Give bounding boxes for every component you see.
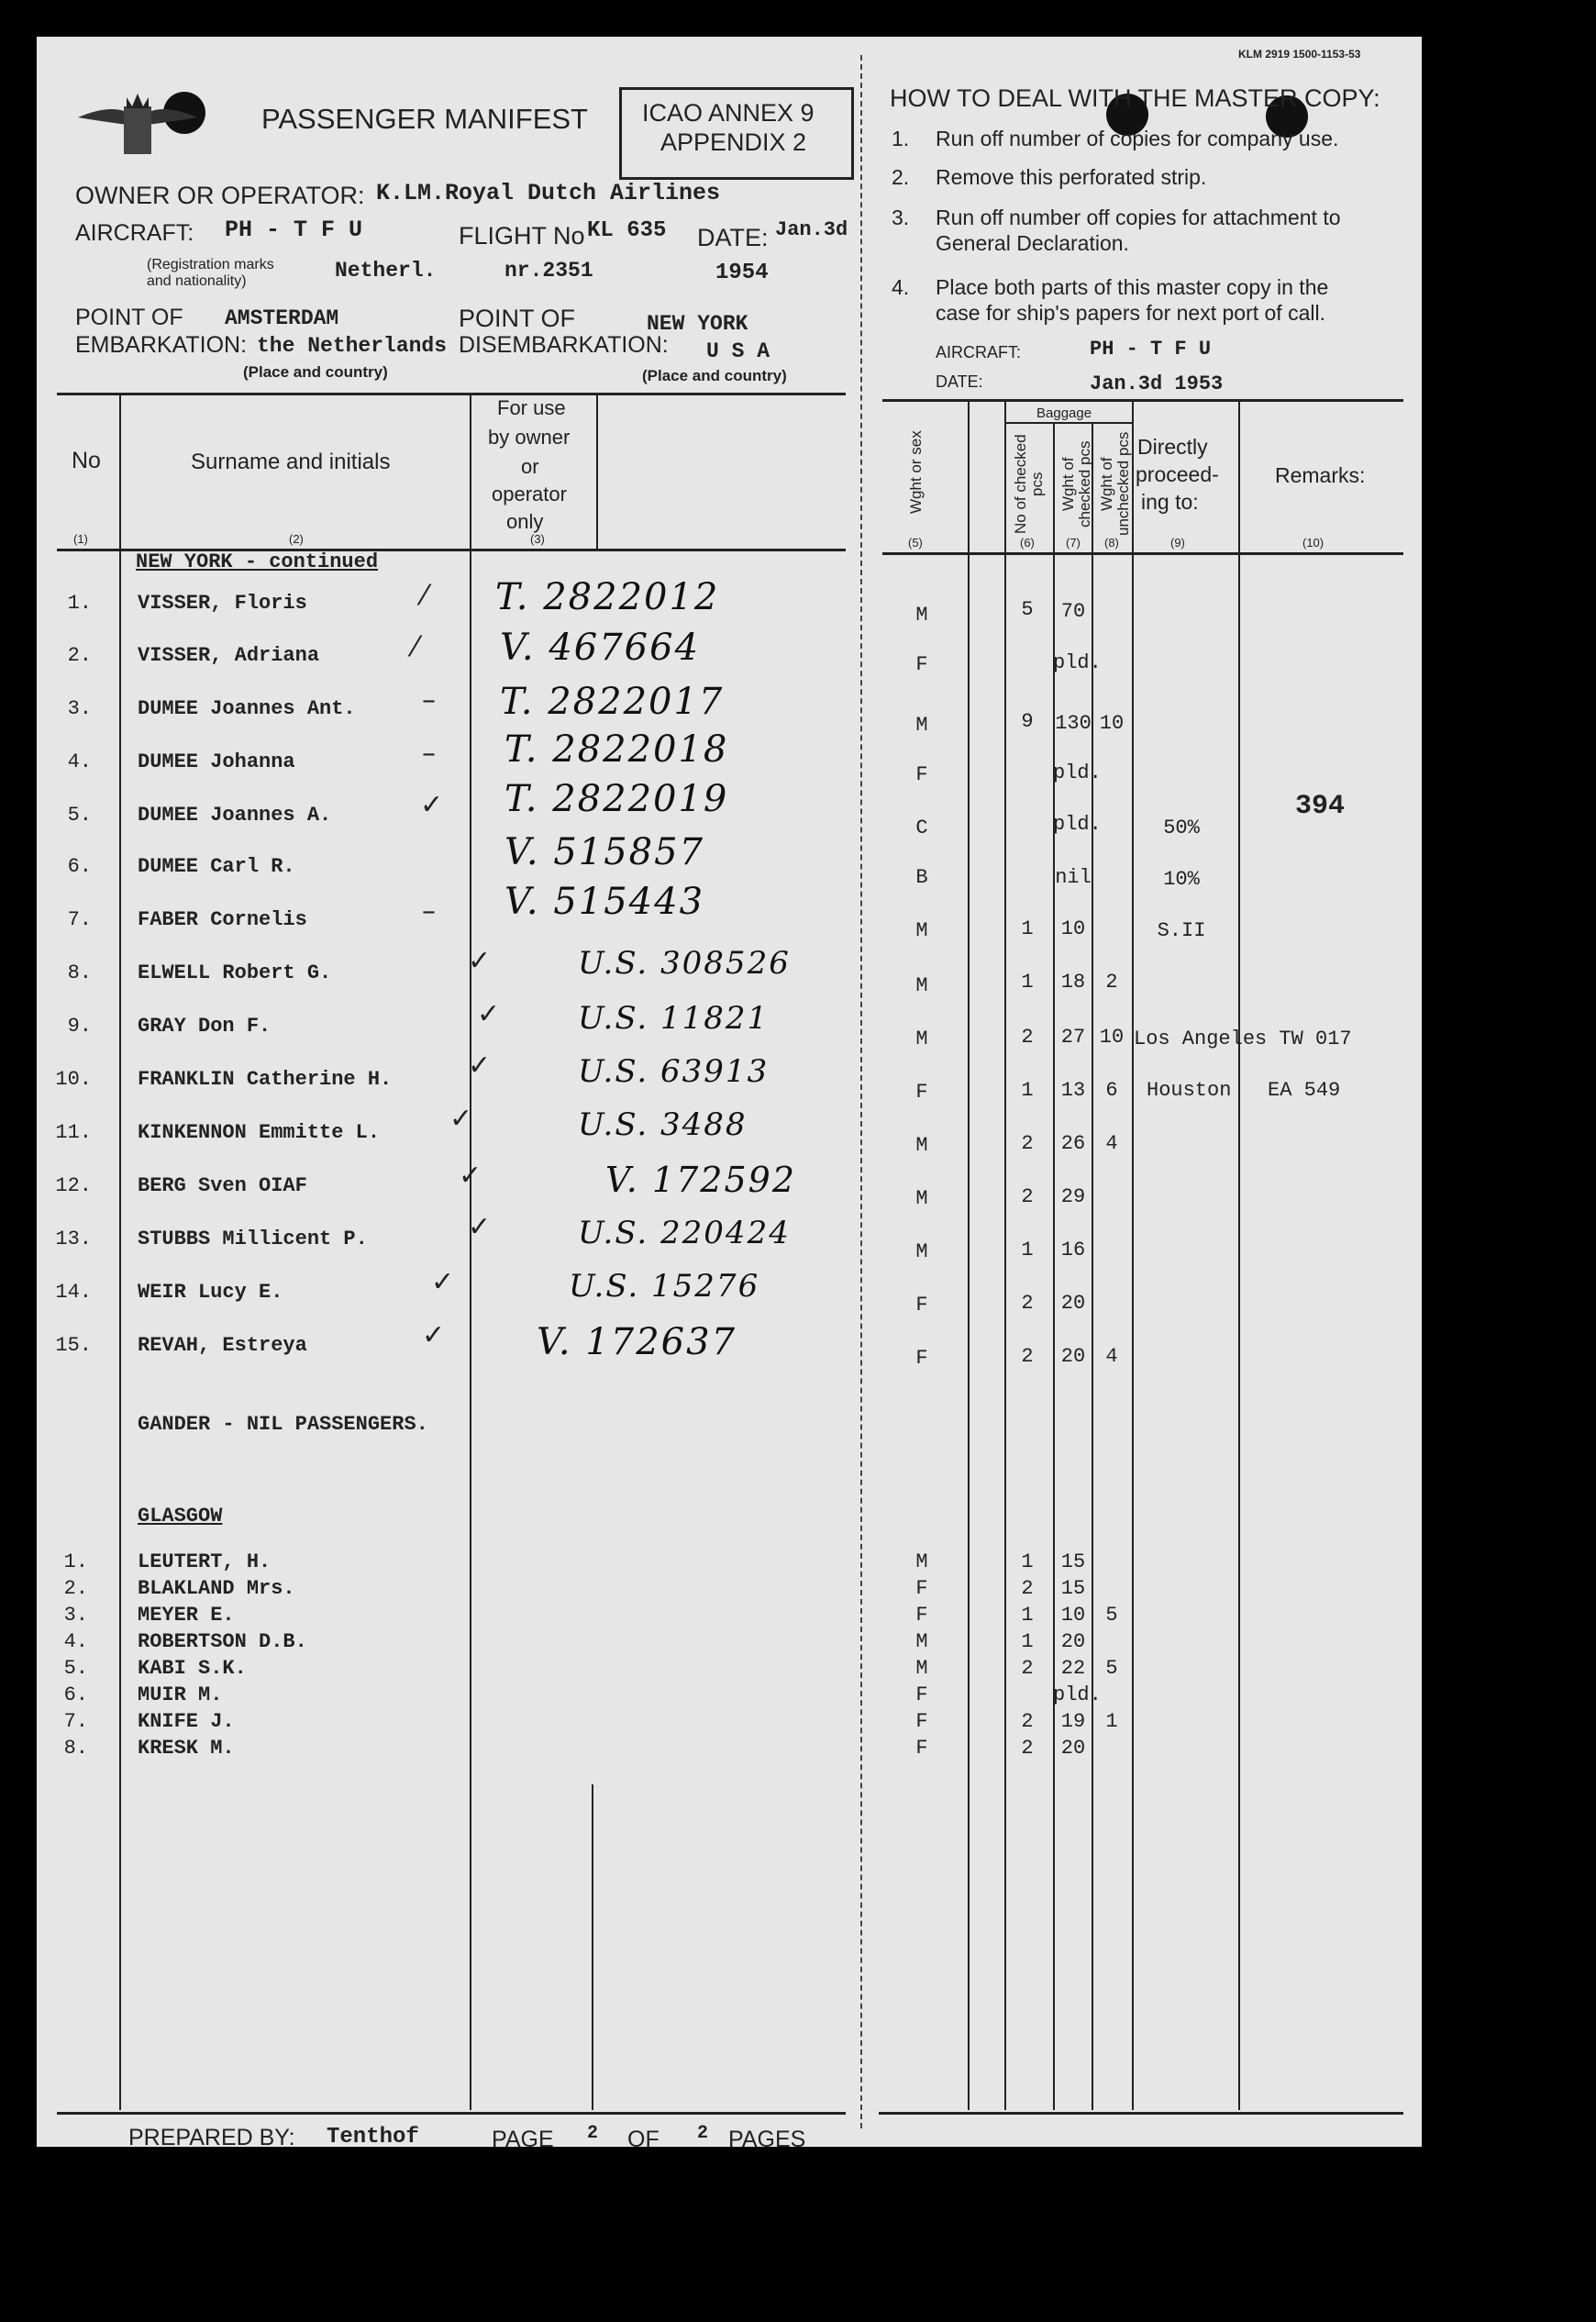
checked-pieces: 2 (1021, 1657, 1034, 1680)
passenger-sex: M (915, 1187, 928, 1210)
checked-weight: 29 (1060, 1185, 1086, 1208)
unchecked-weight: 5 (1105, 1604, 1118, 1627)
checkmark-icon: ✓ (468, 1050, 492, 1082)
checked-pieces: 5 (1021, 598, 1034, 621)
column-header-owner-use-3: or (521, 455, 539, 478)
checked-pieces: 2 (1021, 1132, 1034, 1155)
section-glasgow: GLASGOW (138, 1505, 223, 1528)
instruction-4-number: 4. (892, 275, 910, 299)
checked-weight: 20 (1060, 1292, 1086, 1315)
manifest-page (37, 37, 1422, 2152)
passenger-sex: M (915, 919, 928, 942)
instruction-3-text-line2: General Declaration. (936, 231, 1129, 255)
checked-weight: pld. (1053, 761, 1102, 784)
column-index-5: (5) (908, 536, 923, 550)
checkmark-icon: – (422, 895, 436, 928)
checked-pieces: 1 (1021, 1239, 1034, 1261)
page-label: PAGE (492, 2127, 554, 2152)
passenger-name: KRESK M. (138, 1737, 235, 1760)
flight-value: KL 635 (587, 218, 667, 243)
checked-pieces: 1 (1021, 1630, 1034, 1653)
passenger-name: KINKENNON Emmitte L. (138, 1121, 381, 1144)
checked-weight: 16 (1060, 1239, 1086, 1261)
passenger-sex: M (915, 974, 928, 997)
row-number: 1. (67, 592, 92, 615)
page-number: 2 (587, 2123, 599, 2144)
checkmark-icon: ✓ (449, 1103, 473, 1135)
registration-note-line2: and nationality) (147, 273, 247, 289)
checked-pieces: 1 (1021, 971, 1034, 994)
embarkation-label-line2: EMBARKATION: (75, 332, 248, 358)
passenger-name: KABI S.K. (138, 1657, 247, 1680)
passenger-name: VISSER, Floris (138, 592, 307, 615)
strip-aircraft-value: PH - T F U (1090, 338, 1212, 361)
checkmark-icon: ✓ (431, 1266, 455, 1298)
passenger-name: ELWELL Robert G. (138, 961, 332, 984)
table-top-rule-left (57, 393, 846, 395)
passenger-name: DUMEE Johanna (138, 750, 295, 773)
footer-rule-right (879, 2112, 1403, 2115)
row-number: 7. (67, 908, 92, 931)
embarkation-city: AMSTERDAM (225, 306, 339, 330)
footer-rule-left (57, 2112, 846, 2115)
passenger-name: STUBBS Millicent P. (138, 1228, 368, 1250)
checked-weight: pld. (1053, 1683, 1102, 1706)
passenger-sex: M (915, 714, 928, 737)
checked-weight: 18 (1060, 971, 1086, 994)
passenger-sex: M (915, 1630, 928, 1653)
table-top-rule-right (882, 399, 1403, 402)
column-header-owner-use-4: operator (492, 483, 567, 506)
baggage-header-rule (1004, 422, 1132, 424)
column-index-10: (10) (1302, 536, 1324, 550)
passport-number: T. 2822019 (504, 778, 729, 820)
column-header-sex: Wght or sex (907, 430, 925, 515)
checkmark-icon: ✓ (468, 945, 492, 977)
date-label: DATE: (697, 224, 769, 251)
passenger-sex: M (915, 1657, 928, 1680)
column-rule (968, 399, 970, 2110)
row-number: 2. (67, 644, 92, 667)
owner-label: OWNER OR OPERATOR: (75, 182, 365, 209)
passport-number: V. 515443 (504, 881, 705, 923)
column-rule (1238, 399, 1240, 2110)
column-rule (596, 393, 598, 549)
row-number: 1. (63, 1550, 88, 1573)
registration-note-line1: (Registration marks (147, 257, 274, 272)
checked-weight: 22 (1060, 1657, 1086, 1680)
passenger-name: KNIFE J. (138, 1710, 235, 1733)
column-header-owner-use-5: only (506, 510, 544, 533)
passenger-name: LEUTERT, H. (138, 1550, 272, 1573)
row-number: 14. (55, 1281, 92, 1304)
checked-weight: pld. (1053, 813, 1102, 836)
flight-nr: nr.2351 (504, 259, 593, 283)
disembarkation-note: (Place and country) (642, 367, 787, 384)
checkmark-icon: ✓ (422, 1319, 446, 1351)
row-number: 3. (67, 697, 92, 720)
remarks-value: 394 (1295, 791, 1346, 822)
icao-appendix-label: APPENDIX 2 (660, 128, 807, 156)
checked-pieces: 1 (1021, 1079, 1034, 1102)
passenger-sex: F (915, 1710, 928, 1733)
checked-pieces: 1 (1021, 1550, 1034, 1573)
passport-number: V. 172592 (605, 1160, 797, 1200)
checked-weight: 130 (1055, 712, 1092, 735)
instructions-title: HOW TO DEAL WITH THE MASTER COPY: (890, 84, 1380, 112)
passenger-sex: M (915, 1240, 928, 1263)
checked-pieces: 2 (1021, 1292, 1034, 1315)
row-number: 7. (63, 1710, 88, 1733)
checked-weight: 19 (1060, 1710, 1086, 1733)
checked-weight: 20 (1060, 1630, 1086, 1653)
instruction-4-text: Place both parts of this master copy in the (936, 275, 1329, 299)
passenger-name: BERG Sven OIAF (138, 1174, 307, 1197)
checkmark-icon: ✓ (468, 1211, 492, 1243)
proceeding-to: 10% (1163, 868, 1200, 891)
passport-number: U.S. 3488 (578, 1106, 748, 1143)
checkmark-icon: ✓ (420, 789, 444, 821)
checkmark-icon: ⁄ (413, 631, 418, 663)
passport-number: V. 467664 (500, 627, 701, 669)
passenger-sex: F (915, 1577, 928, 1600)
checked-weight: pld. (1053, 651, 1102, 674)
passenger-sex: F (915, 1081, 928, 1104)
section-new-york-continued: NEW YORK - continued (136, 550, 379, 573)
checked-weight: 27 (1060, 1026, 1086, 1049)
column-index-3: (3) (530, 532, 545, 546)
passenger-sex: F (915, 1737, 928, 1760)
date-value: Jan.3d (775, 218, 848, 241)
row-number: 4. (63, 1630, 88, 1653)
checked-weight: 10 (1060, 1604, 1086, 1627)
unchecked-weight: 1 (1105, 1710, 1118, 1733)
row-number: 9. (67, 1015, 92, 1038)
column-rule (119, 393, 121, 2110)
row-number: 8. (67, 961, 92, 984)
checked-pieces: 9 (1021, 710, 1034, 733)
strip-aircraft-label: AIRCRAFT: (936, 343, 1022, 361)
instruction-1-text: Run off number of copies for company use. (936, 127, 1339, 150)
disembarkation-label-line2: DISEMBARKATION: (459, 332, 669, 358)
proceeding-to: Los Angeles TW 017 (1134, 1028, 1352, 1050)
passenger-name: WEIR Lucy E. (138, 1281, 283, 1304)
column-index-6: (6) (1020, 536, 1035, 550)
checked-pieces: 2 (1021, 1710, 1034, 1733)
column-index-8: (8) (1104, 536, 1119, 550)
proceeding-to: S.II (1157, 919, 1206, 942)
proceeding-to: 50% (1163, 817, 1200, 839)
instruction-2-number: 2. (892, 165, 910, 189)
column-header-directly-3: ing to: (1141, 490, 1199, 514)
instruction-3-number: 3. (892, 206, 910, 229)
checked-weight: nil (1055, 866, 1092, 889)
aircraft-label: AIRCRAFT: (75, 220, 194, 246)
passenger-name: ROBERTSON D.B. (138, 1630, 307, 1653)
column-header-baggage: Baggage (1036, 406, 1092, 421)
column-rule (1053, 422, 1055, 2110)
disembarkation-country: U S A (706, 339, 770, 363)
passenger-sex: F (915, 763, 928, 786)
form-reference: KLM 2919 1500-1153-53 (1238, 48, 1361, 61)
column-index-1: (1) (73, 532, 88, 546)
strip-date-value: Jan.3d 1953 (1090, 372, 1224, 395)
embarkation-note: (Place and country) (243, 363, 388, 381)
unchecked-weight: 4 (1105, 1132, 1118, 1155)
passenger-name: VISSER, Adriana (138, 644, 320, 667)
passport-number: V. 515857 (504, 831, 705, 873)
passenger-sex: M (915, 1550, 928, 1573)
passenger-name: DUMEE Joannes Ant. (138, 697, 356, 720)
passenger-name: REVAH, Estreya (138, 1334, 307, 1357)
checkmark-icon: ✓ (477, 998, 501, 1030)
column-rule (1004, 399, 1006, 2110)
passport-number: U.S. 63913 (578, 1053, 770, 1090)
proceeding-to: Houston EA 549 (1147, 1079, 1341, 1102)
column-header-remarks: Remarks: (1275, 463, 1366, 487)
aircraft-value: PH - T F U (225, 217, 363, 243)
checkmark-icon: ⁄ (422, 580, 427, 612)
owner-value: K.LM.Royal Dutch Airlines (376, 180, 721, 206)
checkmark-icon: – (422, 738, 436, 770)
checked-weight: 13 (1060, 1079, 1086, 1102)
row-number: 8. (63, 1737, 88, 1760)
instruction-3-text: Run off number off copies for attachment to (936, 206, 1341, 229)
checked-pieces: 2 (1021, 1737, 1034, 1760)
column-header-checked-wght: Wght of checked pcs (1059, 440, 1093, 528)
unchecked-weight: 10 (1099, 712, 1125, 735)
of-label: OF (627, 2127, 659, 2152)
column-header-checked-pcs: No of checked pcs (1012, 434, 1046, 534)
row-number: 6. (63, 1683, 88, 1706)
column-rule (1092, 422, 1093, 2110)
unchecked-weight: 2 (1105, 971, 1118, 994)
passenger-name: DUMEE Joannes A. (138, 804, 332, 827)
disembarkation-city: NEW YORK (647, 312, 748, 336)
column-header-no: No (72, 448, 101, 473)
checked-pieces: 2 (1021, 1345, 1034, 1368)
column-index-2: (2) (289, 532, 304, 546)
instruction-1-number: 1. (892, 127, 910, 150)
row-number: 13. (55, 1228, 92, 1250)
unchecked-weight: 10 (1099, 1026, 1125, 1049)
checked-pieces: 2 (1021, 1185, 1034, 1208)
passenger-sex: M (915, 1028, 928, 1050)
checked-weight: 15 (1060, 1550, 1086, 1573)
column-rule (470, 393, 471, 2110)
passenger-sex: M (915, 604, 928, 627)
checkmark-icon: ✓ (459, 1160, 482, 1192)
pages-label: PAGES (728, 2127, 806, 2152)
passenger-sex: B (915, 866, 928, 889)
passenger-name: FABER Cornelis (138, 908, 307, 931)
passport-number: T. 2822017 (500, 681, 725, 723)
checked-weight: 26 (1060, 1132, 1086, 1155)
row-number: 5. (67, 804, 92, 827)
passenger-sex: F (915, 653, 928, 676)
checked-pieces: 1 (1021, 1604, 1034, 1627)
nationality-value: Netherl. (335, 259, 437, 283)
passenger-name: MUIR M. (138, 1683, 223, 1706)
column-header-unchecked-wght: Wght of unchecked pcs (1098, 431, 1132, 537)
row-number: 6. (67, 855, 92, 878)
passenger-sex: C (915, 817, 928, 839)
passenger-sex: F (915, 1347, 928, 1370)
instruction-4-text-line2: case for ship's papers for next port of call. (936, 301, 1325, 325)
unchecked-weight: 5 (1105, 1657, 1118, 1680)
passport-number: U.S. 220424 (578, 1215, 791, 1251)
column-header-owner-use-2: by owner (488, 426, 571, 449)
passenger-name: FRANKLIN Catherine H. (138, 1068, 393, 1091)
row-number: 3. (63, 1604, 88, 1627)
checked-weight: 70 (1060, 600, 1086, 623)
checked-pieces: 1 (1021, 917, 1034, 940)
passenger-sex: F (915, 1604, 928, 1627)
column-header-directly-1: Directly (1137, 435, 1208, 459)
passport-number: U.S. 15276 (569, 1268, 760, 1305)
embarkation-country: the Netherlands (257, 334, 448, 358)
row-number: 15. (55, 1334, 92, 1357)
column-header-owner-use-1: For use (497, 396, 566, 419)
passport-number: U.S. 308526 (578, 945, 791, 982)
klm-winged-crown-logo (73, 81, 202, 163)
passport-number: U.S. 11821 (578, 1000, 770, 1037)
checked-pieces: 2 (1021, 1577, 1034, 1600)
column-index-7: (7) (1066, 536, 1081, 550)
unchecked-weight: 4 (1105, 1345, 1118, 1368)
disembarkation-label-line1: POINT OF (459, 305, 576, 332)
checked-weight: 10 (1060, 917, 1086, 940)
column-rule (592, 1784, 593, 2110)
passport-number: T. 2822018 (504, 728, 729, 771)
row-number: 12. (55, 1174, 92, 1197)
row-number: 4. (67, 750, 92, 773)
passport-number: V. 172637 (537, 1321, 737, 1363)
checkmark-icon: – (422, 684, 436, 717)
passenger-name: DUMEE Carl R. (138, 855, 295, 878)
strip-date-label: DATE: (936, 372, 983, 391)
column-header-name: Surname and initials (191, 450, 391, 474)
row-number: 5. (63, 1657, 88, 1680)
column-rule (1132, 399, 1134, 2110)
manifest-title: PASSENGER MANIFEST (261, 103, 588, 135)
checked-pieces: 2 (1021, 1026, 1034, 1049)
passenger-name: BLAKLAND Mrs. (138, 1577, 295, 1600)
prepared-by-label: PREPARED BY: (128, 2125, 295, 2150)
column-index-9: (9) (1170, 536, 1185, 550)
row-number: 11. (55, 1121, 92, 1144)
gander-nil-passengers: GANDER - NIL PASSENGERS. (138, 1413, 428, 1436)
flight-label: FLIGHT No (459, 222, 585, 250)
icao-annex-label: ICAO ANNEX 9 (642, 99, 815, 127)
row-number: 10. (55, 1068, 92, 1091)
passenger-sex: F (915, 1294, 928, 1317)
page-total: 2 (697, 2123, 709, 2144)
date-year: 1954 (715, 261, 769, 285)
checked-weight: 15 (1060, 1577, 1086, 1600)
unchecked-weight: 6 (1105, 1079, 1118, 1102)
column-header-directly-2: proceed- (1136, 462, 1219, 486)
header-bottom-rule-right (882, 552, 1403, 555)
checked-weight: 20 (1060, 1345, 1086, 1368)
passenger-sex: M (915, 1134, 928, 1157)
passenger-name: MEYER E. (138, 1604, 235, 1627)
instruction-2-text: Remove this perforated strip. (936, 165, 1207, 189)
row-number: 2. (63, 1577, 88, 1600)
checked-weight: 20 (1060, 1737, 1086, 1760)
perforation-line (860, 55, 862, 2128)
passenger-name: GRAY Don F. (138, 1015, 272, 1038)
embarkation-label-line1: POINT OF (75, 305, 183, 330)
prepared-by-value: Tenthof (327, 2125, 419, 2150)
passport-number: T. 2822012 (495, 576, 720, 618)
passenger-sex: F (915, 1683, 928, 1706)
